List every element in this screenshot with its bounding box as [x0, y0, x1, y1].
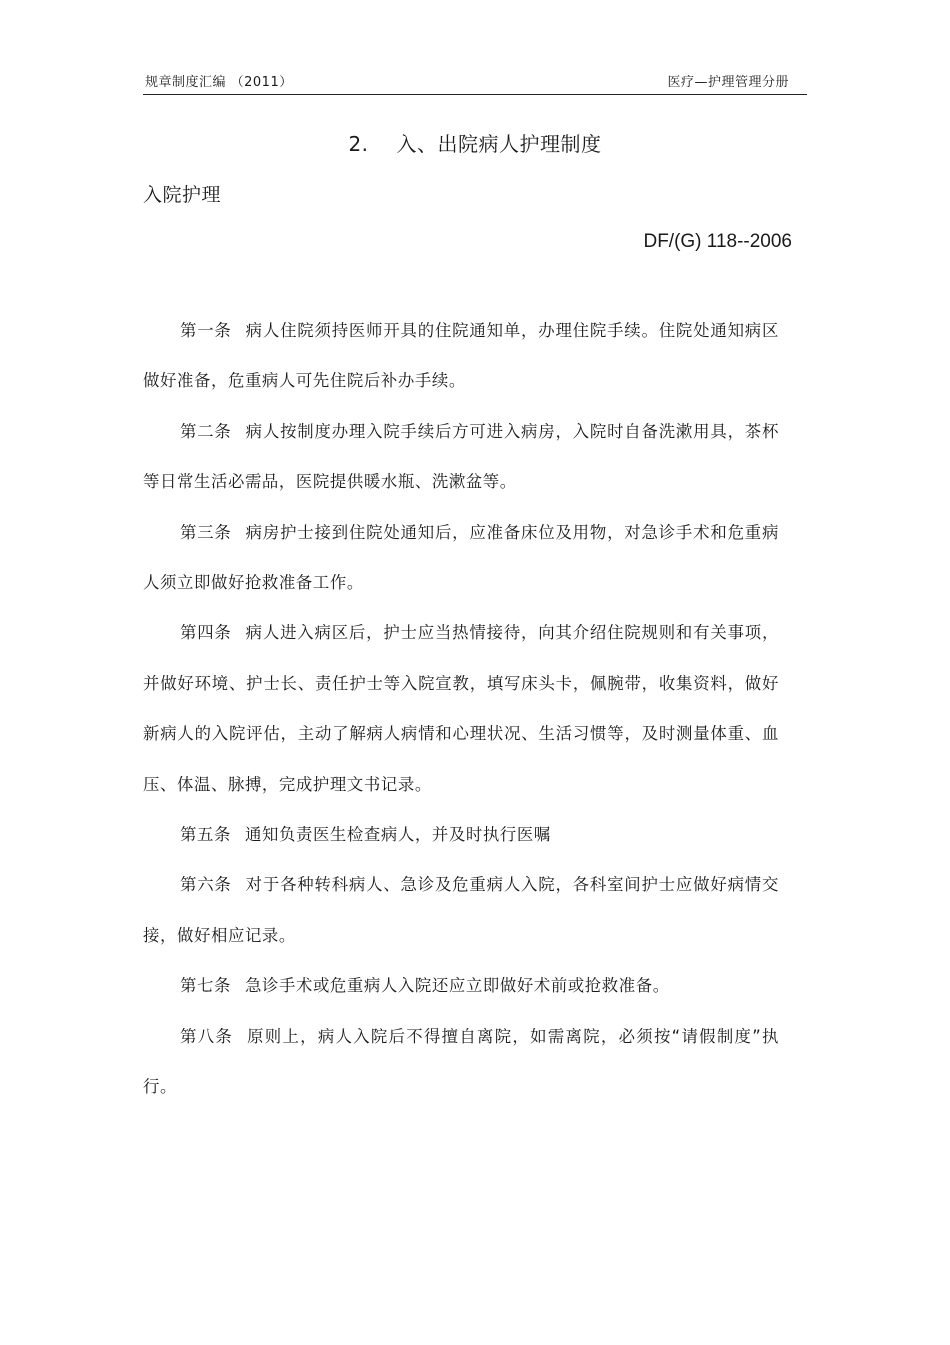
article-text: 通知负责医生检查病人，并及时执行医嘱	[244, 825, 551, 845]
article-8	[143, 1012, 779, 1113]
article-text: 病房护士接到住院处通知后，应准备床位及用物，对急诊手术和危重病人须立即做好抢救准备工作。	[143, 522, 779, 593]
title-text: 入、出院病人护理制度	[396, 132, 602, 156]
article-label: 第二条	[180, 421, 232, 441]
document-code: DF/(G) 118--2006	[643, 231, 792, 252]
article-label: 第六条	[180, 875, 232, 895]
article-text: 病人按制度办理入院手续后方可进入病房，入院时自备洗漱用具，茶杯等日常生活必需品，医院提供暖水瓶、洗漱盆等。	[143, 421, 779, 492]
header-right-text: 医疗—护理管理分册	[667, 75, 789, 90]
article-text: 病人进入病区后，护士应当热情接待，向其介绍住院规则和有关事项，并做好环境、护士长、责任护士等入院宣教，填写床头卡，佩腕带，收集资料，做好新病人的入院评估，主动了解病人病情和心理状况、生活习惯等，及时测量体重、血压、体温、脉搏，完成护理文书记录。	[143, 623, 779, 794]
document-title	[0, 128, 950, 157]
articles-body	[143, 306, 779, 1113]
article-label: 第一条	[180, 321, 232, 340]
article-text: 病人住院须持医师开具的住院通知单，办理住院手续。住院处通知病区做好准备，危重病人可先住院后补办手续。	[143, 321, 779, 391]
article-4	[143, 608, 779, 810]
article-1	[143, 306, 779, 407]
article-label: 第四条	[180, 623, 232, 643]
article-label: 第八条	[180, 1026, 234, 1046]
article-5	[143, 810, 779, 860]
article-text: 原则上，病人入院后不得擅自离院，如需离院，必须按“请假制度”执行。	[143, 1026, 779, 1097]
title-number: 2.	[348, 132, 369, 156]
section-heading: 入院护理	[143, 184, 222, 206]
article-label: 第五条	[180, 825, 231, 845]
header-left-text: 规章制度汇编 （2011）	[145, 75, 293, 90]
article-6	[143, 860, 779, 961]
article-3	[143, 508, 779, 609]
page-header	[143, 70, 807, 95]
article-text: 对于各种转科病人、急诊及危重病人入院，各科室间护士应做好病情交接，做好相应记录。	[143, 875, 779, 945]
article-text: 急诊手术或危重病人入院还应立即做好术前或抢救准备。	[244, 976, 670, 996]
article-2	[143, 407, 779, 508]
article-label: 第七条	[180, 976, 231, 996]
article-label: 第三条	[180, 522, 232, 542]
article-7	[143, 961, 779, 1011]
